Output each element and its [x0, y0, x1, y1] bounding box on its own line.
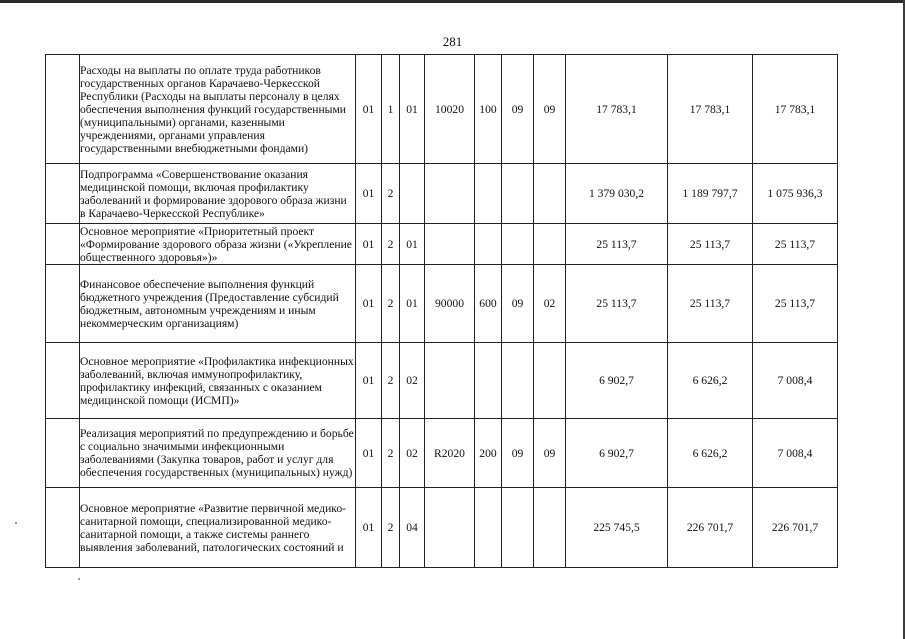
code-cell: 2 [382, 488, 400, 568]
blank-cell [46, 224, 80, 265]
amount-cell: 7 008,4 [753, 419, 838, 488]
amount-cell: 17 783,1 [753, 55, 838, 164]
code-cell: 02 [400, 343, 425, 419]
code-cell: 09 [502, 265, 534, 343]
amount-cell: 25 113,7 [566, 224, 668, 265]
code-cell: 01 [356, 224, 382, 265]
code-cell: 01 [356, 265, 382, 343]
code-cell: 2 [382, 419, 400, 488]
code-cell: 09 [502, 55, 534, 164]
code-cell [475, 488, 502, 568]
code-cell [502, 488, 534, 568]
amount-cell: 6 902,7 [566, 419, 668, 488]
code-cell: 2 [382, 265, 400, 343]
amount-cell: 1 379 030,2 [566, 164, 668, 224]
row-description: Основное мероприятие «Приоритетный проект «Формирование здорового образа жизни («Укрепление общественного здоровья»)» [80, 224, 356, 265]
amount-cell: 226 701,7 [753, 488, 838, 568]
code-cell: 600 [475, 265, 502, 343]
code-cell [534, 488, 566, 568]
code-cell [475, 343, 502, 419]
amount-cell: 1 189 797,7 [668, 164, 753, 224]
table-row [46, 488, 838, 568]
code-cell [502, 343, 534, 419]
code-cell [425, 343, 475, 419]
row-description: Подпрограмма «Совершенствование оказания медицинской помощи, включая профилактику заболеваний и формирование здорового образа жизни в Карачаево-Черкесской Республике» [80, 164, 356, 224]
row-description: Финансовое обеспечение выполнения функций бюджетного учреждения (Предоставление субсидий бюджетным, автономным учреждениям и иным некоммерческим организациям) [80, 265, 356, 343]
amount-cell: 7 008,4 [753, 343, 838, 419]
code-cell [475, 164, 502, 224]
blank-cell [46, 419, 80, 488]
code-cell: 90000 [425, 265, 475, 343]
code-cell: 01 [356, 343, 382, 419]
scan-border-top [0, 0, 905, 3]
amount-cell: 17 783,1 [566, 55, 668, 164]
code-cell [534, 343, 566, 419]
code-cell [475, 224, 502, 265]
code-cell: 01 [400, 55, 425, 164]
code-cell: 09 [502, 419, 534, 488]
code-cell [425, 164, 475, 224]
scan-speck [15, 522, 17, 524]
code-cell: 2 [382, 164, 400, 224]
code-cell: 2 [382, 224, 400, 265]
code-cell [534, 224, 566, 265]
amount-cell: 6 626,2 [668, 343, 753, 419]
code-cell: 10020 [425, 55, 475, 164]
code-cell: 01 [356, 164, 382, 224]
amount-cell: 25 113,7 [753, 224, 838, 265]
code-cell: 09 [534, 55, 566, 164]
code-cell [400, 164, 425, 224]
code-cell: 01 [356, 419, 382, 488]
table-row [46, 224, 838, 265]
code-cell: 200 [475, 419, 502, 488]
code-cell: 02 [400, 419, 425, 488]
table-row [46, 55, 838, 164]
code-cell: 01 [356, 55, 382, 164]
row-description: Основное мероприятие «Развитие первичной медико-санитарной помощи, специализированной медико-санитарной помощи, а также системы раннего выявления заболеваний, патологических состояний и [80, 488, 356, 568]
table-row [46, 164, 838, 224]
code-cell: 1 [382, 55, 400, 164]
amount-cell: 226 701,7 [668, 488, 753, 568]
amount-cell: 17 783,1 [668, 55, 753, 164]
page-number: 281 [442, 34, 463, 49]
table-row [46, 265, 838, 343]
blank-cell [46, 265, 80, 343]
code-cell [502, 224, 534, 265]
row-description: Реализация мероприятий по предупреждению и борьбе с социально значимыми инфекционными заболеваниями (Закупка товаров, работ и услуг для обеспечения государственных (муниципальных) нужд) [80, 419, 356, 488]
blank-cell [46, 343, 80, 419]
amount-cell: 25 113,7 [753, 265, 838, 343]
code-cell: 01 [356, 488, 382, 568]
blank-cell [46, 488, 80, 568]
amount-cell: 6 626,2 [668, 419, 753, 488]
code-cell: R2020 [425, 419, 475, 488]
code-cell [425, 488, 475, 568]
amount-cell: 225 745,5 [566, 488, 668, 568]
amount-cell: 1 075 936,3 [753, 164, 838, 224]
budget-table [45, 54, 838, 568]
scan-speck [78, 578, 80, 580]
blank-cell [46, 55, 80, 164]
amount-cell: 6 902,7 [566, 343, 668, 419]
code-cell: 09 [534, 419, 566, 488]
code-cell: 01 [400, 224, 425, 265]
row-description: Расходы на выплаты по оплате труда работников государственных органов Карачаево-Черкесской Республики (Расходы на выплаты персоналу в целях обеспечения выполнения функций государственными (муниципальными) органами, казенными учреждениями, органами управления государственными внебюджетными фондами) [80, 55, 356, 164]
code-cell [534, 164, 566, 224]
blank-cell [46, 164, 80, 224]
code-cell: 02 [534, 265, 566, 343]
table-row [46, 343, 838, 419]
code-cell: 100 [475, 55, 502, 164]
code-cell: 01 [400, 265, 425, 343]
amount-cell: 25 113,7 [668, 265, 753, 343]
code-cell: 2 [382, 343, 400, 419]
code-cell [425, 224, 475, 265]
code-cell: 04 [400, 488, 425, 568]
row-description: Основное мероприятие «Профилактика инфекционных заболеваний, включая иммунопрофилактику, профилактику инфекций, связанных с оказанием медицинской помощи (ИСМП)» [80, 343, 356, 419]
amount-cell: 25 113,7 [668, 224, 753, 265]
table-row [46, 419, 838, 488]
code-cell [502, 164, 534, 224]
amount-cell: 25 113,7 [566, 265, 668, 343]
